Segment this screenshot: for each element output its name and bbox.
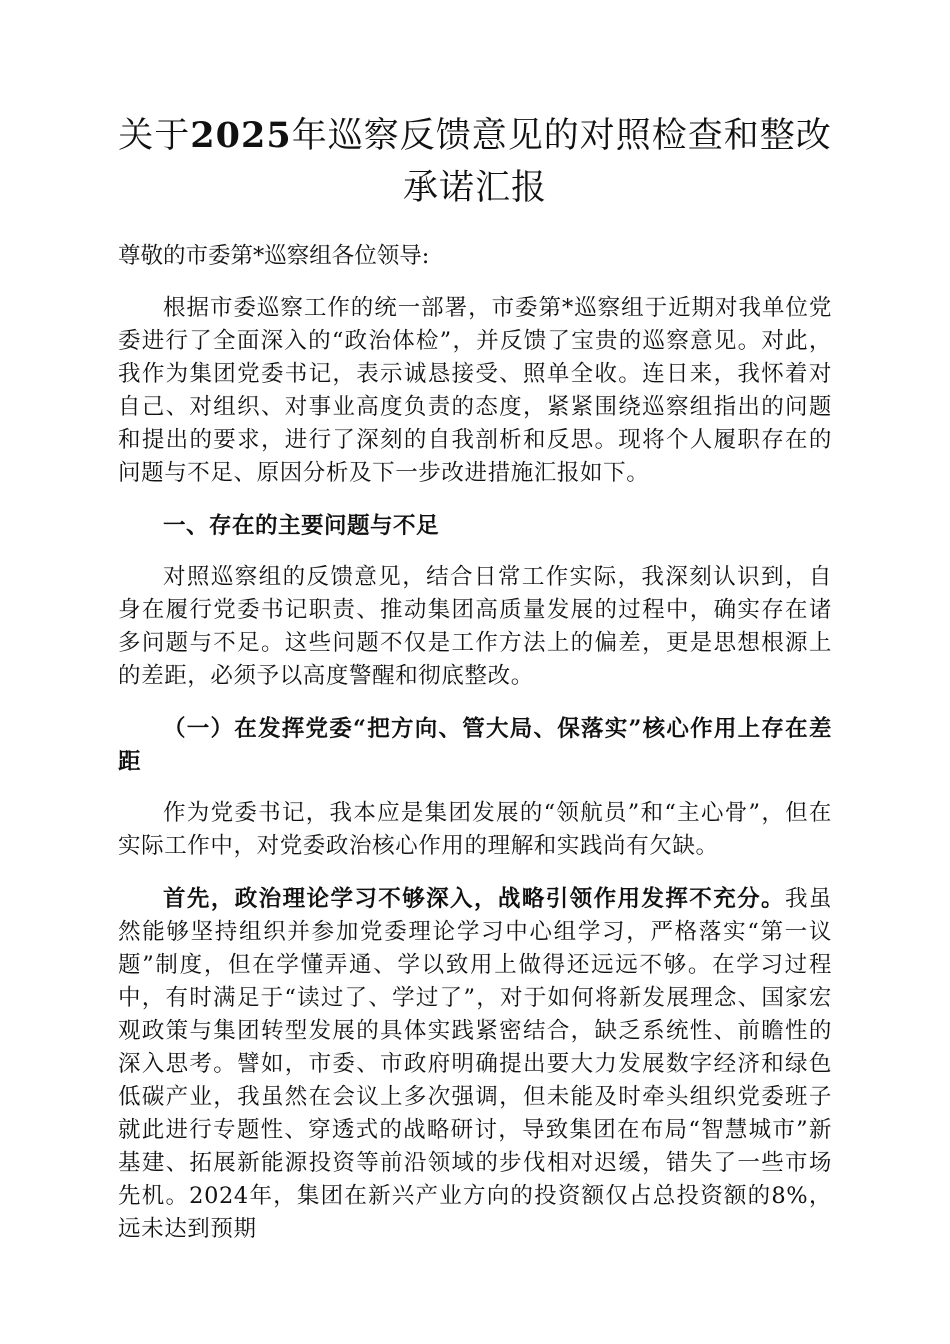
point-body-text: 我虽然能够坚持组织并参加党委理论学习中心组学习，严格落实“第一议题”制度，但在学懂弄通、学以致用上做得还远远不够。在学习过程中，有时满足于“读过了、学过了”，对于如何将新发展理念、国家宏观政策与集团转型发展的具体实践紧密结合，缺乏系统性、前瞻性的深入思考。譬如，市委、市政府明确提出要大力发展数字经济和绿色低碳产业，我虽然在会议上多次强调，但未能及时牵头组织党委班子就此进行专题性、穿透式的战略研讨，导致集团在布局“智慧城市”新基建、拓展新能源投资等前沿领域的步伐相对迟缓，错失了一些市场先机。2024年，集团在新兴产业方向的投资额仅占总投资额的8%，远未达到预期	[118, 886, 832, 1242]
intro-paragraph: 根据市委巡察工作的统一部署，市委第*巡察组于近期对我单位党委进行了全面深入的“政治体检”，并反馈了宝贵的巡察意见。对此，我作为集团党委书记，表示诚恳接受、照单全收。连日来，我怀着对自己、对组织、对事业高度负责的态度，紧紧围绕巡察组指出的问题和提出的要求，进行了深刻的自我剖析和反思。现将个人履职存在的问题与不足、原因分析及下一步改进措施汇报如下。	[118, 295, 832, 486]
point-paragraph	[118, 883, 832, 1246]
document-page	[118, 110, 832, 1246]
section-heading: 一、存在的主要问题与不足	[163, 513, 440, 539]
subsection-intro-paragraph: 作为党委书记，我本应是集团发展的“领航员”和“主心骨”，但在实际工作中，对党委政治核心作用的理解和实践尚有欠缺。	[118, 800, 832, 859]
document-title	[118, 110, 832, 214]
title-year: 2025	[190, 115, 292, 156]
point-lead-sentence: 首先，政治理论学习不够深入，战略引领作用发挥不充分。	[163, 886, 785, 912]
subsection-heading: （一）在发挥党委“把方向、管大局、保落实”核心作用上存在差距	[118, 716, 832, 775]
title-suffix: 年巡察反馈意见的对照检查和整改承诺汇报	[291, 116, 832, 208]
title-prefix: 关于	[118, 116, 191, 156]
section-intro-paragraph: 对照巡察组的反馈意见，结合日常工作实际，我深刻认识到，自身在履行党委书记职责、推动集团高质量发展的过程中，确实存在诸多问题与不足。这些问题不仅是工作方法上的偏差，更是思想根源上的差距，必须予以高度警醒和彻底整改。	[118, 564, 832, 689]
salutation: 尊敬的市委第*巡察组各位领导:	[118, 243, 430, 269]
